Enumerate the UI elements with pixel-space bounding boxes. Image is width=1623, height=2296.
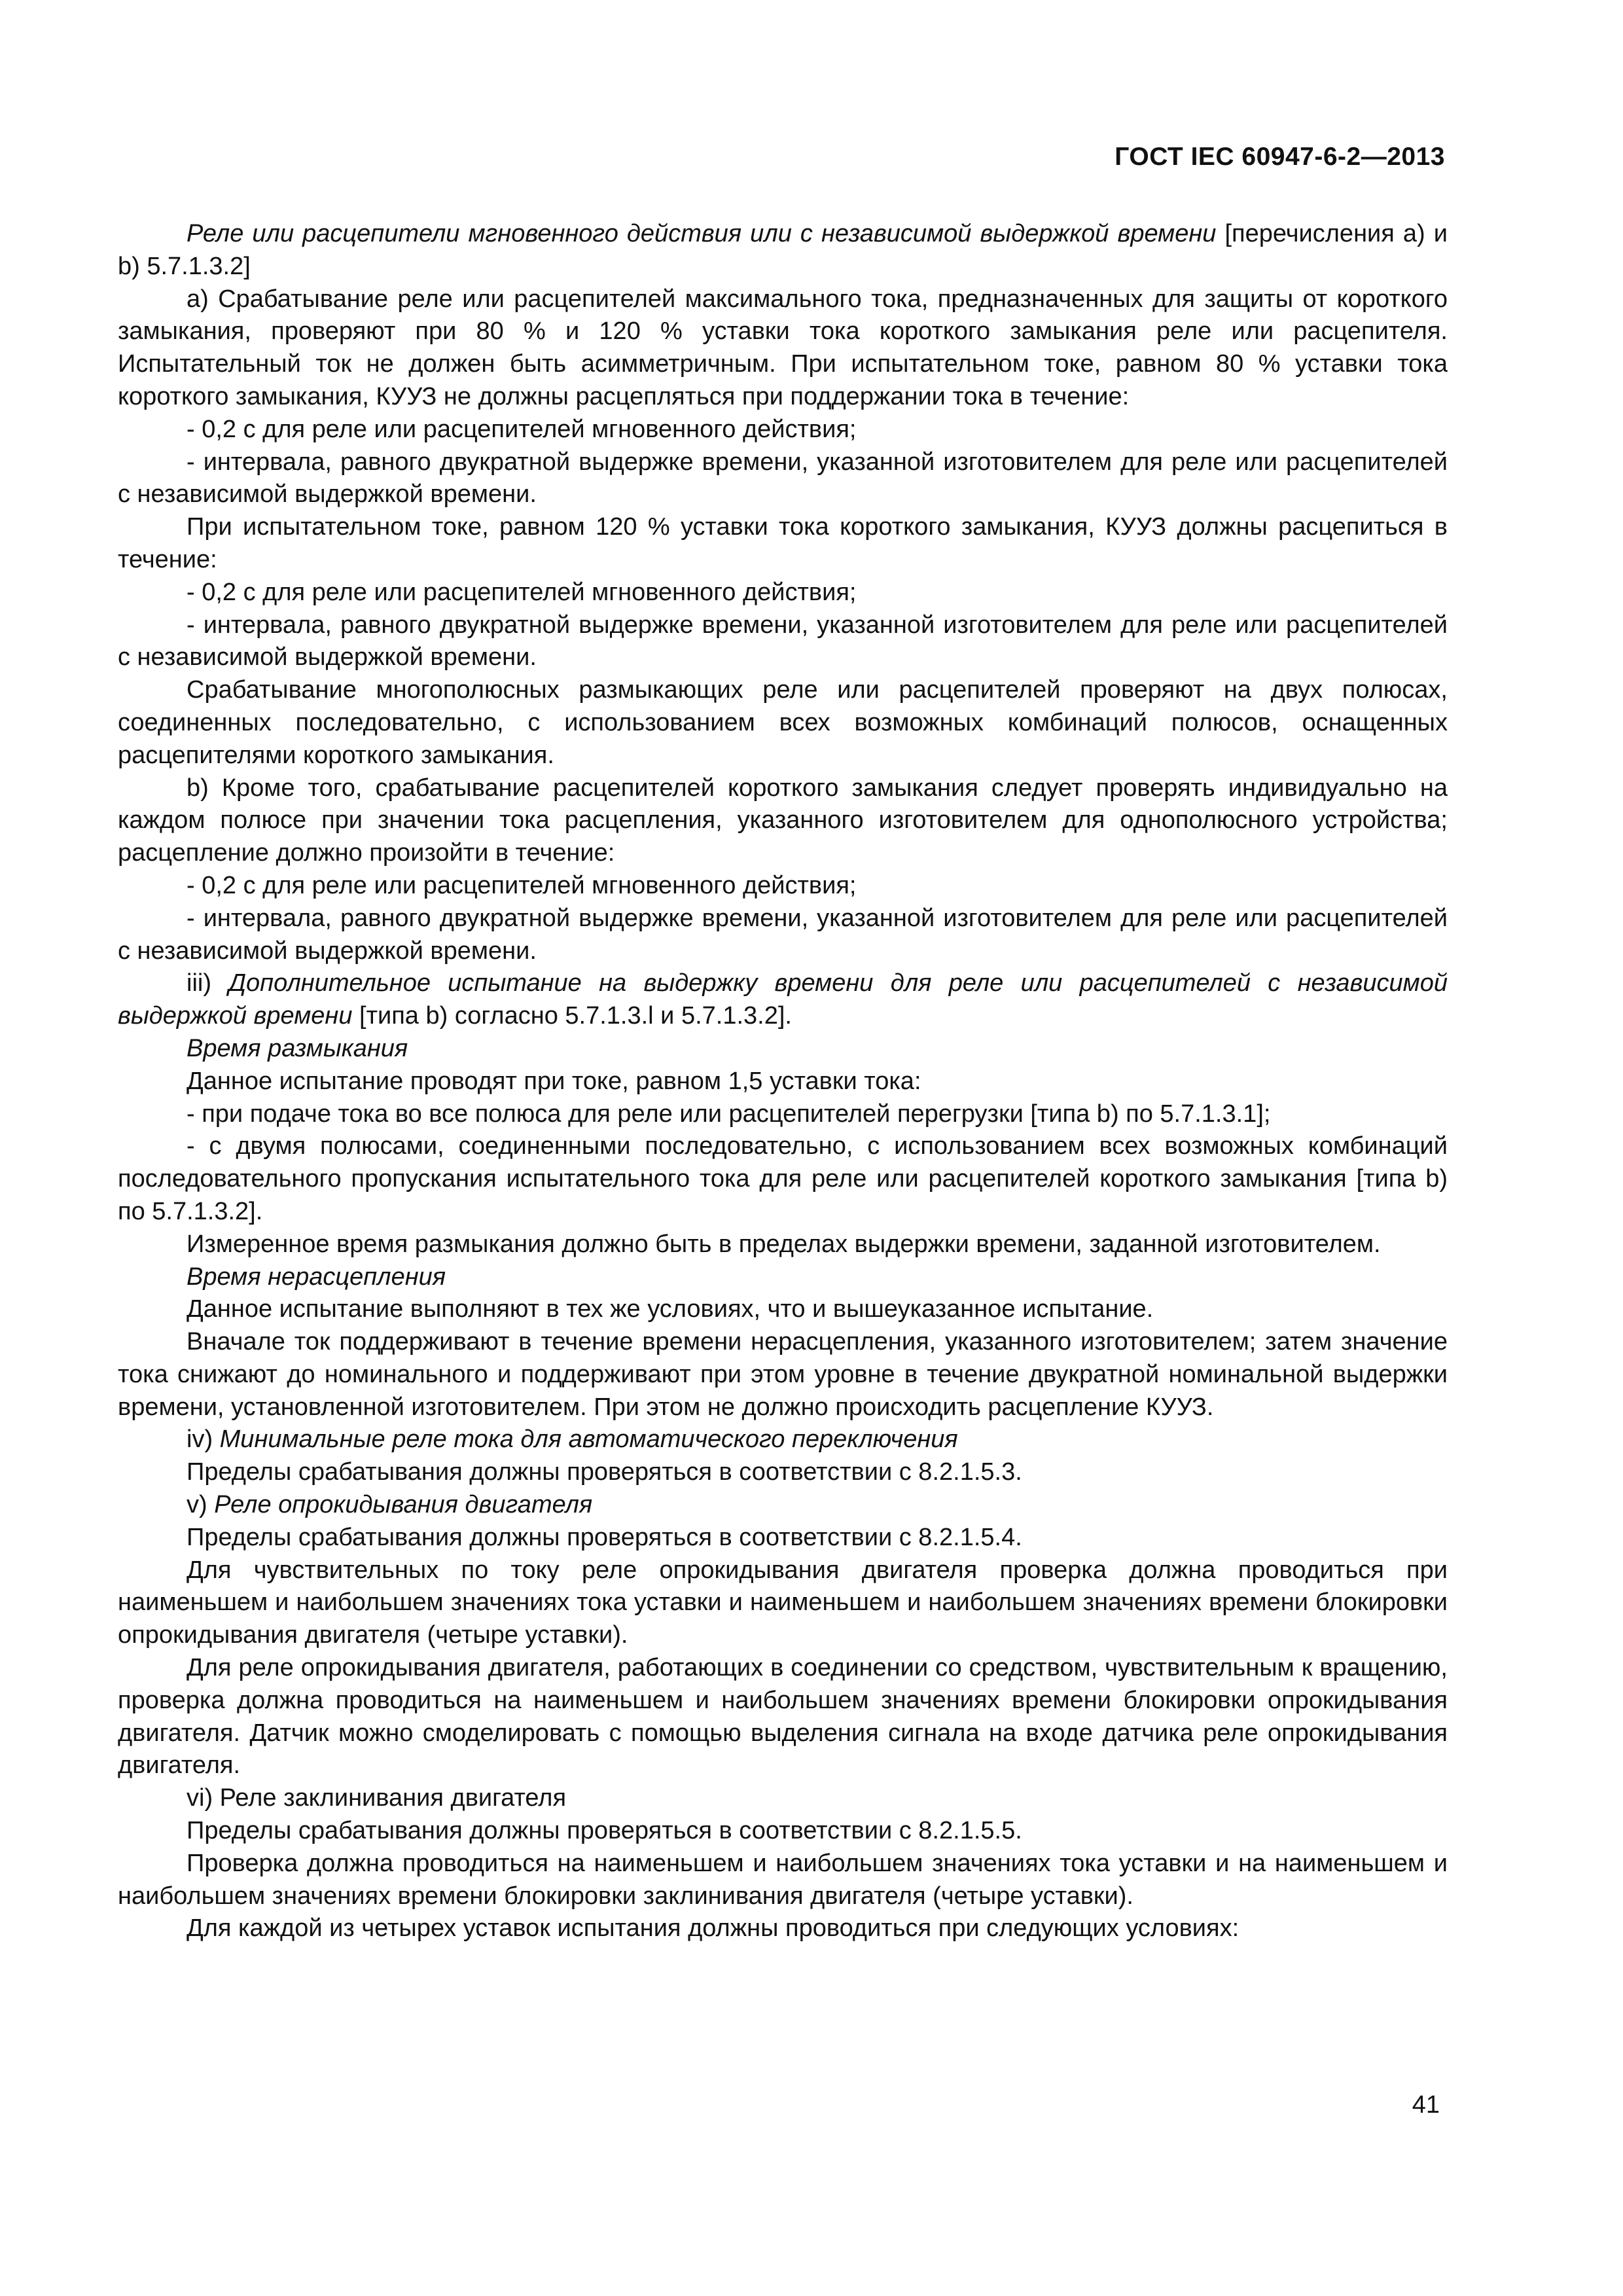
paragraph-text: - при подаче тока во все полюса для реле или расцепителей перегрузки [типа b) по 5.7.1.3.1];	[187, 1100, 1271, 1128]
paragraph-lead: iv)	[187, 1426, 220, 1454]
paragraph-text: - интервала, равного двукратной выдержке времени, указанной изготовителем для реле или расцепителей с независимой выдержкой времени.	[118, 448, 1448, 509]
paragraph-italic-heading: Время размыкания	[187, 1034, 408, 1062]
paragraph-italic-heading: Реле или расцепители мгновенного действия или с независимой выдержкой времени	[187, 220, 1217, 247]
paragraph-text: Вначале ток поддерживают в течение времени нерасцепления, указанного изготовителем; затем значение тока снижают до номинального и поддерживают при этом уровне в течение двукратной номинальной выдержки времени, установленной изготовителем. При этом не должно происходить расцепление КУУЗ.	[118, 1328, 1448, 1421]
page-number: 41	[1412, 2091, 1440, 2119]
paragraph	[118, 609, 1448, 675]
paragraph-text: При испытательном токе, равном 120 % уставки тока короткого замыкания, КУУЗ должны расцепиться в течение:	[118, 513, 1448, 573]
paragraph-text: - с двумя полюсами, соединенными последовательно, с использованием всех возможных комбинаций последовательного пропускания испытательного тока для реле или расцепителей короткого замыкания [типа b) по 5.7.1.3.2].	[118, 1132, 1448, 1225]
paragraph	[118, 1261, 1448, 1294]
paragraph	[118, 511, 1448, 577]
paragraph	[118, 1424, 1448, 1456]
paragraph-text: vi) Реле заклинивания двигателя	[187, 1784, 567, 1812]
paragraph-text: - интервала, равного двукратной выдержке времени, указанной изготовителем для реле или расцепителей с независимой выдержкой времени.	[118, 611, 1448, 672]
paragraph-lead: iii)	[187, 969, 229, 997]
paragraph	[118, 1554, 1448, 1652]
paragraph	[118, 577, 1448, 609]
paragraph	[118, 870, 1448, 903]
paragraph-text: b) Кроме того, срабатывание расцепителей короткого замыкания следует проверять индивидуально на каждом полюсе при значении тока расцепления, указанного изготовителем для однополюсного устройства; расцепление должно произойти в течение:	[118, 774, 1448, 867]
paragraph	[118, 1326, 1448, 1424]
paragraph-italic-heading: Минимальные реле тока для автоматического переключения	[219, 1426, 958, 1454]
paragraph-text: Данное испытание проводят при токе, равном 1,5 уставки тока:	[187, 1067, 921, 1095]
paragraph-text: Измеренное время размыкания должно быть в пределах выдержки времени, заданной изготовителем.	[187, 1230, 1381, 1258]
document-code-header: ГОСТ IEC 60947-6-2—2013	[1115, 143, 1445, 171]
paragraph	[118, 674, 1448, 772]
paragraph	[118, 283, 1448, 414]
paragraph	[118, 446, 1448, 512]
paragraph-text: a) Срабатывание реле или расцепителей максимального тока, предназначенных для защиты от короткого замыкания, проверяют при 80 % и 120 % уставки тока короткого замыкания реле или расцепителя. Испытательный ток не должен быть асимметричным. При испытательном токе, равном 80 % уставки тока короткого замыкания, КУУЗ не должны расцепляться при поддержании тока в течение:	[118, 285, 1448, 410]
paragraph-text: - интервала, равного двукратной выдержке времени, указанной изготовителем для реле или расцепителей с независимой выдержкой времени.	[118, 904, 1448, 965]
paragraph-lead: v)	[187, 1491, 215, 1519]
paragraph	[118, 1229, 1448, 1261]
paragraph	[118, 1782, 1448, 1815]
paragraph-text: - 0,2 с для реле или расцепителей мгновенного действия;	[187, 415, 857, 443]
paragraph-text: Пределы срабатывания должны проверяться в соответствии с 8.2.1.5.5.	[187, 1817, 1022, 1845]
paragraph	[118, 1652, 1448, 1782]
paragraph	[118, 772, 1448, 870]
paragraph	[118, 967, 1448, 1033]
paragraph-text: Данное испытание выполняют в тех же условиях, что и вышеуказанное испытание.	[187, 1295, 1154, 1323]
paragraph-text: Проверка должна проводиться на наименьшем и наибольшем значениях тока уставки и на наименьшем и наибольшем значениях времени блокировки заклинивания двигателя (четыре уставки).	[118, 1849, 1448, 1910]
paragraph	[118, 1033, 1448, 1066]
paragraph-text: Для каждой из четырех уставок испытания должны проводиться при следующих условиях:	[187, 1914, 1240, 1943]
paragraph	[118, 903, 1448, 968]
paragraph	[118, 1522, 1448, 1554]
paragraph	[118, 1456, 1448, 1489]
document-body	[118, 218, 1448, 1945]
paragraph-italic-heading: Дополнительное испытание на выдержку времени для реле или расцепителей с независимой выдержкой времени	[118, 969, 1448, 1030]
paragraph-text: Пределы срабатывания должны проверяться в соответствии с 8.2.1.5.3.	[187, 1458, 1022, 1486]
paragraph-text: - 0,2 с для реле или расцепителей мгновенного действия;	[187, 578, 857, 606]
paragraph	[118, 1489, 1448, 1522]
paragraph-text: Для чувствительных по току реле опрокидывания двигателя проверка должна проводиться при наименьшем и наибольшем значениях тока уставки и наименьшем и наибольшем значениях времени блокировки опрокидывания двигателя (четыре уставки).	[118, 1556, 1448, 1649]
paragraph	[118, 218, 1448, 283]
paragraph	[118, 1815, 1448, 1848]
paragraph-text: Пределы срабатывания должны проверяться в соответствии с 8.2.1.5.4.	[187, 1523, 1022, 1551]
paragraph-text: - 0,2 с для реле или расцепителей мгновенного действия;	[187, 871, 857, 899]
paragraph	[118, 414, 1448, 446]
paragraph	[118, 1098, 1448, 1131]
paragraph-text: [перечисления a) и b) 5.7.1.3.2]	[118, 220, 1448, 280]
paragraph-text: Срабатывание многополюсных размыкающих реле или расцепителей проверяют на двух полюсах, соединенных последовательно, с использованием всех возможных комбинаций полюсов, оснащенных расцепителями короткого замыкания.	[118, 676, 1448, 769]
paragraph-italic-heading: Реле опрокидывания двигателя	[214, 1491, 593, 1519]
paragraph	[118, 1066, 1448, 1098]
paragraph	[118, 1912, 1448, 1945]
paragraph-text: [типа b) согласно 5.7.1.3.l и 5.7.1.3.2].	[352, 1002, 792, 1030]
paragraph	[118, 1293, 1448, 1326]
paragraph-text: Для реле опрокидывания двигателя, работающих в соединении со средством, чувствительным к вращению, проверка должна проводиться на наименьшем и наибольшем значениях времени блокировки опрокидывания двигателя. Датчик можно смоделировать с помощью выделения сигнала на входе датчика реле опрокидывания двигателя.	[118, 1654, 1448, 1780]
paragraph-italic-heading: Время нерасцепления	[187, 1263, 446, 1291]
paragraph	[118, 1848, 1448, 1913]
paragraph	[118, 1130, 1448, 1228]
